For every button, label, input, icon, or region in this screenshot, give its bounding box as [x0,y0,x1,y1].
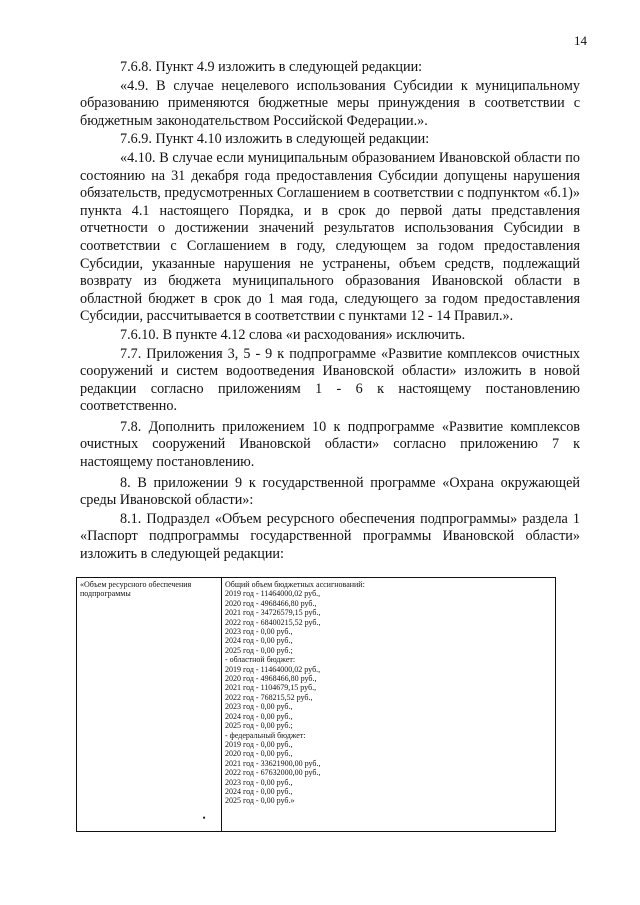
table-line: 2020 год - 4968466,80 руб., [225,674,317,684]
table-line: - федеральный бюджет: [225,730,306,740]
table-line: 2025 год - 0,00 руб.; [225,645,293,655]
paragraph-7-6-8: 7.6.8. Пункт 4.9 изложить в следующей редакции: [120,59,423,75]
table-line: 2020 год - 0,00 руб., [225,749,293,759]
paragraph-8: 8. В приложении 9 к государственной программе «Охрана окружающей среды Ивановской области»: [80,474,580,509]
table-line: 2019 год - 11464000,02 руб., [225,664,321,674]
table-line: 2023 год - 0,00 руб., [225,777,293,787]
table-line: 2023 год - 0,00 руб., [225,627,293,637]
resource-table-label: «Объем ресурсного обеспечения подпрограммы [80,580,192,599]
resource-table-label-cell [77,578,222,832]
table-line: 2022 год - 68400215,52 руб., [225,617,321,627]
paragraph-8-1: 8.1. Подраздел «Объем ресурсного обеспечения подпрограммы» раздела 1 «Паспорт подпрограммы государственной программы Ивановской области» изложить в следующей редакции: [80,510,580,563]
paragraph-7-8: 7.8. Дополнить приложением 10 к подпрограмме «Развитие комплексов очистных сооружений Ивановской области» согласно приложению 7 к настоящему постановлению. [80,418,580,471]
document-body [80,59,580,565]
table-line: 2024 год - 0,00 руб., [225,711,293,721]
table-line: 2020 год - 4968466,80 руб., [225,598,317,608]
table-line: 2024 год - 0,00 руб., [225,786,293,796]
table-line: 2019 год - 11464000,02 руб., [225,589,321,599]
paragraph-7-6-9: 7.6.9. Пункт 4.10 изложить в следующей редакции: [120,131,430,148]
table-line: 2022 год - 768215,52 руб., [225,692,313,702]
table-line: 2021 год - 1104679,15 руб., [225,683,317,693]
table-line: 2025 год - 0,00 руб.» [225,796,295,806]
page-number: 14 [574,33,587,48]
table-line: 2022 год - 67632000,00 руб., [225,768,321,778]
resource-table-values-cell [222,578,556,832]
paragraph-7-7: 7.7. Приложения 3, 5 - 9 к подпрограмме «Развитие комплексов очистных сооружений и систем водоотведения Ивановской области» изложить в новой редакции согласно приложениям 1 - 6 к настоящему постановлению соответственно. [80,345,580,415]
table-line: 2021 год - 34726579,15 руб., [225,608,321,618]
table-line: 2019 год - 0,00 руб., [225,739,293,749]
bullet-mark: • [202,812,206,823]
table-line: 2021 год - 33621900,00 руб., [225,758,321,768]
table-line: - областной бюджет: [225,655,296,665]
paragraph-4-10: «4.10. В случае если муниципальным образованием Ивановской области по состоянию на 31 декабря года предоставления Субсидии допущены нарушения обязательств, предусмотренных Соглашением в соответствии с подпунктом «б.1)» пункта 4.1 настоящего Порядка, и в срок до первой даты представления отчетности о достижении значений результатов использования Субсидии в соответствии с Соглашением в году, следующем за годом предоставления Субсидии, указанные нарушения не устранены, объем средств, подлежащий возврату из бюджета муниципального образования Ивановской области в областной бюджет в срок до 1 мая года, следующего за годом предоставления Субсидии, рассчитывается в соответствии с пунктами 12 - 14 Правил.». [80,149,580,325]
paragraph-4-9: «4.9. В случае нецелевого использования Субсидии к муниципальному образованию применяются бюджетные меры принуждения в соответствии с бюджетным законодательством Российской Федерации.». [80,77,580,129]
table-line: 2023 год - 0,00 руб., [225,702,293,712]
paragraph-7-6-10: 7.6.10. В пункте 4.12 слова «и расходования» исключить. [120,326,466,343]
table-line: 2025 год - 0,00 руб.; [225,721,293,731]
table-line: 2024 год - 0,00 руб., [225,636,293,646]
table-line: Общий объем бюджетных ассигнований: [225,580,365,589]
resource-table [76,577,556,832]
